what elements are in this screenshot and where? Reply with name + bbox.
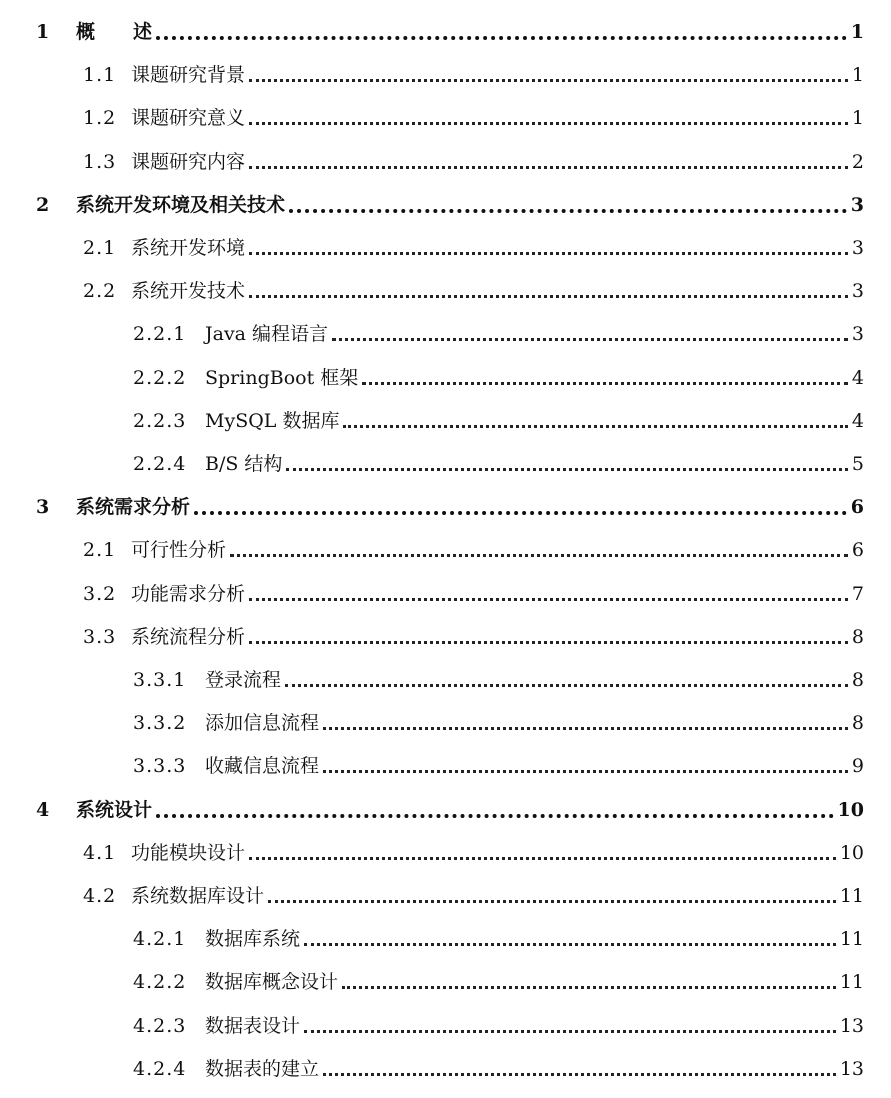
toc-entry-title: 数据表的建立 <box>205 1057 320 1080</box>
toc-entry-title: 系统开发环境及相关技术 <box>76 193 286 216</box>
toc-entry-page-number: 1 <box>851 107 864 130</box>
toc-entry-page-number: 3 <box>850 193 864 216</box>
toc-entry[interactable] <box>0 4 864 44</box>
toc-entry-page-number: 13 <box>839 1014 864 1037</box>
dot-leader <box>342 986 836 989</box>
toc-entry-title: 课题研究背景 <box>131 64 246 87</box>
toc-entry-number: 3 <box>36 496 50 519</box>
toc-entry-number: 2 <box>36 193 50 216</box>
toc-entry-number: 2.2.1 <box>133 323 187 346</box>
toc-entry[interactable] <box>0 134 864 174</box>
toc-entry-title: 系统设计 <box>76 798 153 821</box>
toc-entry[interactable] <box>0 436 864 476</box>
toc-entry-page-number: 3 <box>851 323 864 346</box>
toc-entry[interactable] <box>0 47 864 87</box>
toc-entry[interactable] <box>0 90 864 130</box>
toc-entry-title: 功能需求分析 <box>131 582 246 605</box>
dot-leader <box>249 122 848 125</box>
dot-leader <box>268 900 836 903</box>
toc-entry-page-number: 6 <box>850 496 864 519</box>
toc-entry-title: 数据库系统 <box>205 928 301 951</box>
dot-leader <box>249 166 848 169</box>
toc-entry-title: 课题研究内容 <box>131 150 246 173</box>
toc-entry-title: 系统开发技术 <box>131 280 246 303</box>
toc-entry-page-number: 9 <box>851 755 864 778</box>
toc-entry-title: 登录流程 <box>205 669 282 691</box>
toc-entry-page-number: 7 <box>851 582 864 605</box>
toc-entry[interactable] <box>0 738 864 778</box>
toc-entry-page-number: 10 <box>837 798 864 821</box>
toc-entry-title: 系统需求分析 <box>76 496 191 519</box>
toc-entry-page-number: 1 <box>850 21 864 43</box>
dot-leader <box>332 338 848 341</box>
toc-entry[interactable] <box>0 782 864 822</box>
toc-entry-number: 4.2.4 <box>133 1057 187 1080</box>
dot-leader <box>230 554 848 557</box>
toc-entry[interactable] <box>0 911 864 951</box>
toc-entry[interactable] <box>0 479 864 519</box>
toc-entry-title: B/S 结构 <box>205 453 283 475</box>
dot-leader <box>156 814 834 818</box>
toc-entry-page-number: 13 <box>839 1057 864 1080</box>
dot-leader <box>304 1030 836 1033</box>
toc-entry-number: 1.1 <box>83 64 117 87</box>
toc-entry-number: 3.3.2 <box>133 712 187 735</box>
toc-entry[interactable] <box>0 868 864 908</box>
toc-entry-number: 4.2 <box>83 885 117 907</box>
toc-entry-number: 2.2.3 <box>133 409 187 432</box>
toc-entry-title: 数据表设计 <box>205 1014 301 1037</box>
toc-entry-number: 4.1 <box>83 841 117 864</box>
toc-entry[interactable] <box>0 263 864 303</box>
dot-leader <box>249 598 848 601</box>
dot-leader <box>323 727 848 730</box>
toc-entry-page-number: 4 <box>851 366 864 389</box>
toc-entry[interactable] <box>0 652 864 692</box>
toc-entry-title: 概 述 <box>76 21 153 43</box>
toc-entry-title: 系统开发环境 <box>131 237 246 259</box>
toc-entry-number: 2.2.2 <box>133 366 187 389</box>
toc-entry-page-number: 6 <box>851 539 864 562</box>
toc-entry-page-number: 11 <box>839 885 864 907</box>
toc-entry-page-number: 3 <box>851 280 864 303</box>
dot-leader <box>286 468 847 471</box>
toc-entry-title: 系统流程分析 <box>131 625 246 648</box>
dot-leader <box>323 770 848 773</box>
toc-entry-page-number: 3 <box>851 237 864 259</box>
dot-leader <box>194 511 847 515</box>
toc-entry-title: Java 编程语言 <box>205 323 329 346</box>
toc-entry-number: 1.3 <box>83 150 117 173</box>
toc-entry[interactable] <box>0 522 864 562</box>
toc-entry-number: 3.3 <box>83 625 117 648</box>
toc-entry-page-number: 5 <box>851 453 864 475</box>
dot-leader <box>249 641 848 644</box>
toc-entry[interactable] <box>0 393 864 433</box>
dot-leader <box>304 943 836 946</box>
toc-entry-number: 4.2.3 <box>133 1014 187 1037</box>
dot-leader <box>249 857 836 860</box>
toc-entry[interactable] <box>0 177 864 217</box>
toc-entry-page-number: 8 <box>851 625 864 648</box>
toc-entry-title: 课题研究意义 <box>131 107 246 130</box>
toc-entry[interactable] <box>0 695 864 735</box>
toc-entry[interactable] <box>0 954 864 994</box>
toc-entry[interactable] <box>0 609 864 649</box>
toc-entry[interactable] <box>0 1041 864 1081</box>
toc-entry[interactable] <box>0 566 864 606</box>
toc-entry-page-number: 8 <box>851 712 864 735</box>
dot-leader <box>285 684 848 687</box>
toc-entry-number: 4 <box>36 798 50 821</box>
toc-entry-number: 4.2.2 <box>133 971 187 994</box>
dot-leader <box>249 295 848 298</box>
dot-leader <box>323 1073 836 1076</box>
toc-entry-page-number: 2 <box>851 150 864 173</box>
dot-leader <box>249 252 848 255</box>
toc-entry-title: 收藏信息流程 <box>205 755 320 778</box>
toc-entry-page-number: 1 <box>851 64 864 87</box>
toc-entry-number: 2.2 <box>83 280 117 303</box>
toc-entry-title: 功能模块设计 <box>131 841 246 864</box>
toc-entry[interactable] <box>0 825 864 865</box>
toc-entry-number: 2.1 <box>83 237 117 259</box>
toc-entry-number: 1 <box>36 21 50 43</box>
toc-entry-title: 可行性分析 <box>131 539 227 562</box>
toc-entry[interactable] <box>0 220 864 260</box>
toc-entry[interactable] <box>0 350 864 390</box>
toc-entry-page-number: 8 <box>851 669 864 691</box>
toc-entry-page-number: 11 <box>839 928 864 951</box>
toc-entry[interactable] <box>0 998 864 1038</box>
toc-entry-number: 4.2.1 <box>133 928 187 951</box>
dot-leader <box>289 209 847 213</box>
toc-entry-title: SpringBoot 框架 <box>205 366 359 389</box>
dot-leader <box>156 36 847 40</box>
toc-entry[interactable] <box>0 306 864 346</box>
toc-entry-number: 2.2.4 <box>133 453 187 475</box>
toc-entry-title: MySQL 数据库 <box>205 409 340 432</box>
toc-entry-number: 2.1 <box>83 539 117 562</box>
toc-entry-title: 系统数据库设计 <box>131 885 265 907</box>
toc-entry-number: 3.2 <box>83 582 117 605</box>
dot-leader <box>362 382 848 385</box>
dot-leader <box>343 425 847 428</box>
dot-leader <box>249 79 848 82</box>
toc-entry-number: 3.3.1 <box>133 669 187 691</box>
toc-entry-page-number: 4 <box>851 409 864 432</box>
toc-entry-number: 3.3.3 <box>133 755 187 778</box>
toc-entry-page-number: 10 <box>839 841 864 864</box>
toc-entry-number: 1.2 <box>83 107 117 130</box>
toc-entry-title: 数据库概念设计 <box>205 971 339 994</box>
toc-entry-page-number: 11 <box>839 971 864 994</box>
toc-entry-title: 添加信息流程 <box>205 712 320 735</box>
